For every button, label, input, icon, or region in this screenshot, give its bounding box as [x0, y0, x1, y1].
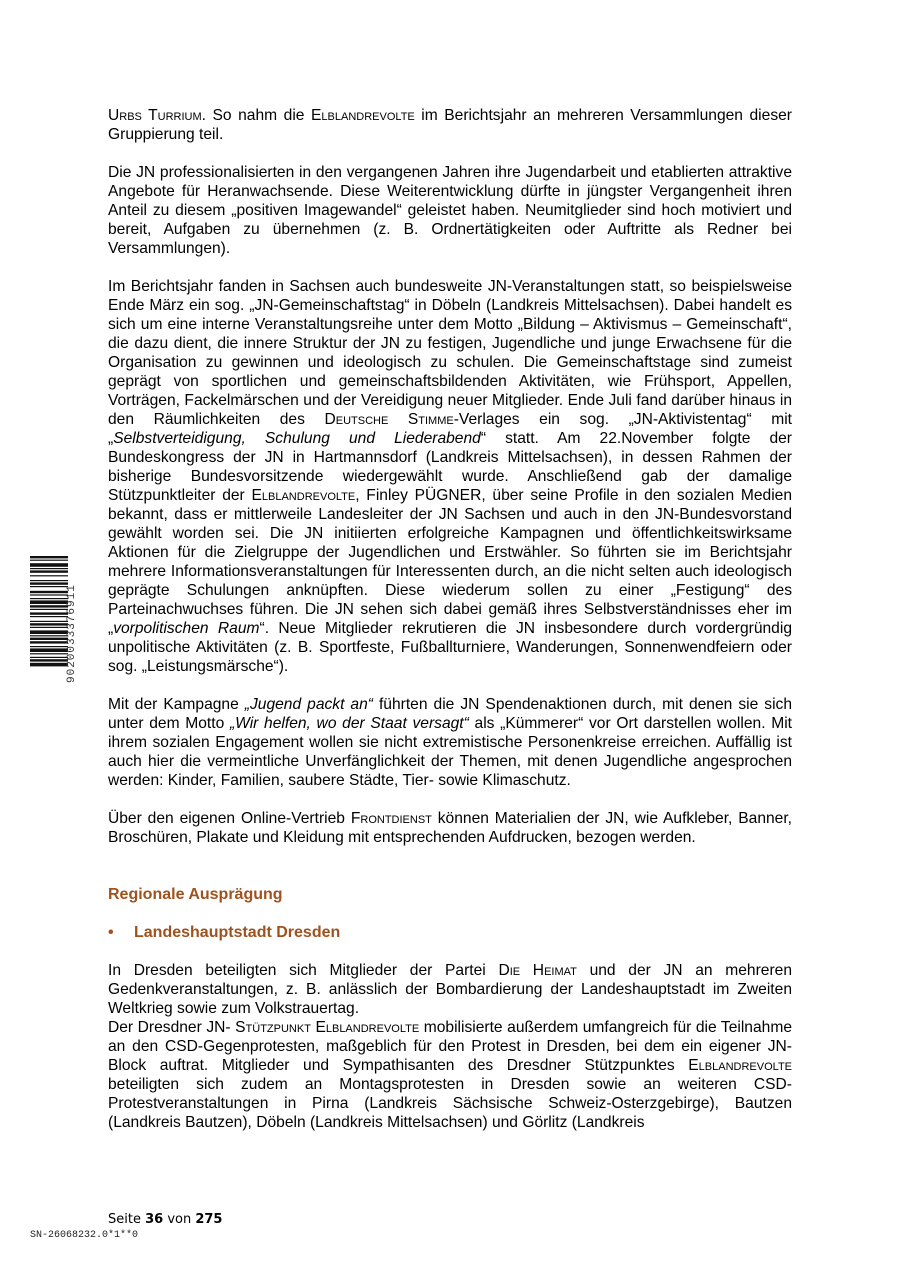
- barcode-bar: [30, 638, 68, 640]
- barcode-bar: [30, 598, 68, 599]
- paragraph-1: Urbs Turrium. So nahm die Elblandrevolte im Berichtsjahr an mehreren Versammlungen dieser Gruppierung teil.: [108, 107, 792, 143]
- org-name: Frontdienst: [350, 810, 432, 827]
- barcode-bar: [30, 582, 68, 584]
- barcode-bar: [30, 580, 68, 581]
- org-name: Urbs Turrium: [108, 107, 202, 124]
- barcode-bar: [30, 609, 68, 610]
- section-heading: Regionale Ausprägung: [108, 886, 283, 903]
- barcode: [30, 556, 68, 704]
- org-name: Die Heimat: [498, 962, 577, 979]
- barcode-bar: [30, 630, 68, 634]
- barcode-bar: [30, 586, 68, 587]
- paragraph-3: Im Berichtsjahr fanden in Sachsen auch bundesweite JN-Veranstaltungen statt, so beispielsweise Ende März ein sog. „JN-Gemeinschaftstag“ in Döbeln (Landkreis Mittelsachsen). Dabei handelt es sich um eine interne Veranstaltungsreihe unter dem Motto „Bildung – Aktivismus – Gemeinschaft“, die dazu dient, die innere Struktur der JN zu festigen, Jugendliche und junge Erwachsene für die Organisation zu gewinnen und ideologisch zu schulen. Die Gemeinschaftstage sind zumeist geprägt von sportlichen und gemeinschaftsbildenden Aktivitäten, wie Frühsport, Appellen, Vorträgen, Fackelmärschen und der Vereidigung neuer Mitglieder. Ende Juli fand darüber hinaus in den Räumlichkeiten des Deutsche Stimme-Verlages ein sog. „JN-Aktivistentag“ mit „Selbstverteidigung, Schulung und Liederabend“ statt. Am 22.November folgte der Bundeskongress der JN in Hartmannsdorf (Landkreis Mittelsachsen), in dessen Rahmen der bisherige Bundesvorsitzende wiedergewählt wurde. Anschließend gab der damalige Stützpunktleiter der Elblandrevolte, Finley PÜGNER, über seine Profile in den sozialen Medien bekannt, dass er mittlerweile Landesleiter der JN Sachsen und auch in den JN-Bundesvorstand gewählt worden sei. Die JN initiierten erfolgreiche Kampagnen und öffentlichkeitswirksame Aktionen für die Zielgruppe der Jugendlichen und Erstwähler. So führten sie im Berichtsjahr mehrere Informationsveranstaltungen für Interessenten durch, an die nicht selten auch ideologisch geprägte Schulungen anknüpften. Diese wiederum sollen zu einer „Festigung“ des Parteinachwuchses führen. Die JN sehen sich dabei gemäß ihres Selbstverständnisses eher im „vorpolitischen Raum“. Neue Mitglieder rekrutieren die JN insbesondere durch vordergründig unpolitische Aktivitäten (z. B. Sportfeste, Fußballturniere, Wanderungen, Sonnenwendfeiern oder sog. „Leistungsmärsche“).: [108, 278, 793, 675]
- barcode-number: 9020033376911: [66, 584, 78, 684]
- barcode-bar: [30, 635, 68, 636]
- org-name: Stützpunkt Elblandrevolte: [235, 1019, 420, 1036]
- document-body: [108, 106, 792, 1151]
- org-name: Elblandrevolte: [688, 1057, 792, 1074]
- barcode-bar: [30, 616, 68, 617]
- paragraph-4: Mit der Kampagne „Jugend packt an“ führten die JN Spendenaktionen durch, mit denen sie sich unter dem Motto „Wir helfen, wo der Staat versagt“ als „Kümmerer“ vor Ort darstellen wollen. Mit ihrem sozialen Engagement wollen sie nicht extremistische Personenkreise erreichen. Auffällig ist auch hier die vermeintliche Unverfänglichkeit der Themen, mit denen Jugendliche angesprochen werden: Kinder, Familien, saubere Städte, Tier- sowie Klimaschutz.: [108, 696, 793, 789]
- paragraph-7: Der Dresdner JN- Stützpunkt Elblandrevolte mobilisierte außerdem umfangreich für die Teilnahme an den CSD-Gegenprotesten, maßgeblich für den Protest in Dresden, bei dem ein eigener JN-Block auftrat. Mitglieder und Sympathisanten des Dresdner Stützpunktes Elblandrevolte beteiligten sich zudem an Montagsprotesten in Dresden sowie an weiteren CSD-Protestveranstaltungen in Pirna (Landkreis Sächsische Schweiz-Osterzgebirge), Bautzen (Landkreis Bautzen), Döbeln (Landkreis Mittelsachsen) und Görlitz (Landkreis: [108, 1019, 792, 1131]
- barcode-bar: [30, 560, 68, 561]
- barcode-bar: [30, 605, 68, 607]
- org-name: Elblandrevolte: [251, 487, 356, 504]
- paragraph-2: Die JN professionalisierten in den vergangenen Jahren ihre Jugendarbeit und etablierten attraktive Angebote für Heranwachsende. Diese Weiterentwicklung dürfte in jüngster Vergangenheit ihren Anteil zu diesem „positiven Imagewandel“ geleistet haben. Neumitglieder sind hoch motiviert und bereit, Aufgaben zu übernehmen (z. B. Ordnertätigkeiten oder Auftritte als Redner bei Versammlungen).: [108, 164, 792, 257]
- barcode-bar: [30, 657, 68, 658]
- org-name: Deutsche Stimme: [324, 411, 454, 428]
- barcode-bar: [30, 556, 68, 558]
- barcode-bar: [30, 641, 68, 643]
- barcode-bar: [30, 648, 68, 652]
- barcode-bar: [30, 594, 68, 595]
- total-pages: 275: [195, 1212, 223, 1227]
- barcode-bar: [30, 568, 68, 569]
- barcode-bar: [30, 600, 68, 604]
- page-number: Seite 36 von 275: [108, 1212, 223, 1227]
- bullet-heading: • Landeshauptstadt Dresden: [108, 923, 792, 942]
- barcode-bar: [30, 612, 68, 614]
- barcode-bar: [30, 659, 68, 661]
- document-code: SN-26068232.0*1**0: [30, 1230, 139, 1241]
- barcode-bar: [30, 623, 68, 625]
- barcode-bar: [30, 591, 68, 593]
- org-name: Elblandrevolte: [311, 107, 415, 124]
- paragraph-5: Über den eigenen Online-Vertrieb Frontdienst können Materialien der JN, wie Aufkleber, Banner, Broschüren, Plakate und Kleidung mit entsprechenden Aufdrucken, bezogen werden.: [108, 810, 793, 846]
- barcode-bar: [30, 570, 68, 572]
- paragraph-6: In Dresden beteiligten sich Mitglieder der Partei Die Heimat und der JN an mehreren Gedenkveranstaltungen, z. B. anlässlich der Bombardierung der Landeshauptstadt im Zweiten Weltkrieg sowie zum Volkstrauertag.: [108, 962, 793, 1017]
- current-page: 36: [145, 1212, 164, 1227]
- barcode-bar: [30, 621, 68, 622]
- barcode-bar: [30, 575, 68, 576]
- barcode-bar: [30, 646, 68, 647]
- barcode-bar: [30, 563, 68, 567]
- barcode-bar: [30, 627, 68, 628]
- barcode-bar: [30, 653, 68, 654]
- barcode-bar: [30, 663, 68, 667]
